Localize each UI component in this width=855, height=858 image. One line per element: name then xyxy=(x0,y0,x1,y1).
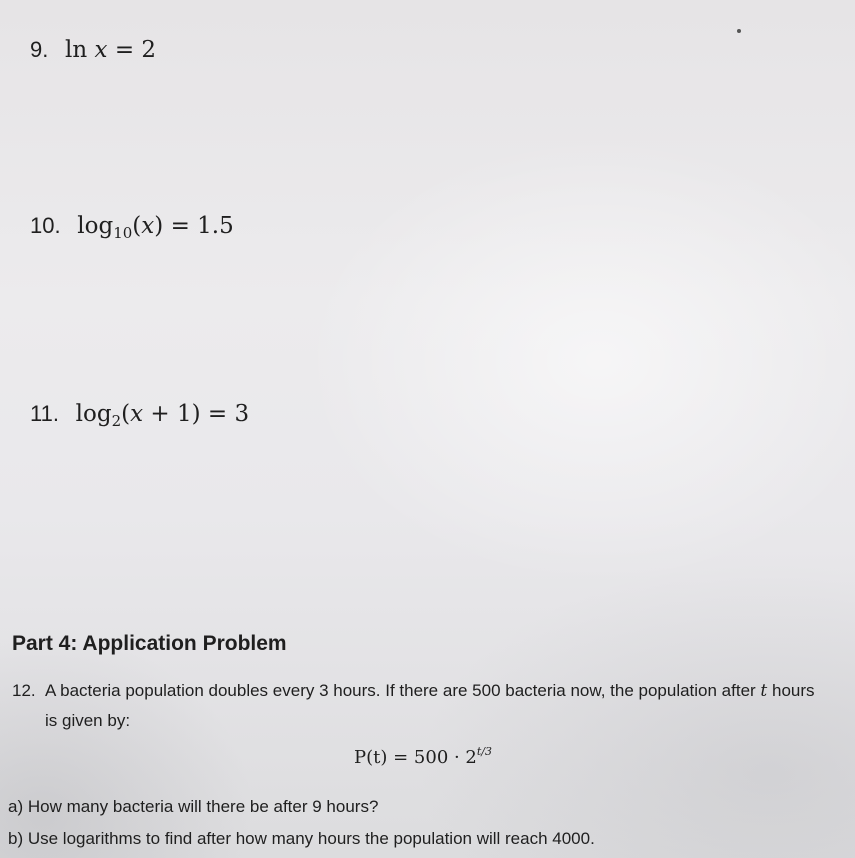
problem-number: 9. xyxy=(30,37,49,62)
population-formula: $P(t) = 500 \cdot 2^{t/3}$ xyxy=(354,745,493,768)
pen-dot-mark xyxy=(737,29,741,33)
sub-question-b: b) Use logarithms to find after how many hours the population will reach 4000. xyxy=(8,829,595,848)
problem-11 xyxy=(30,400,249,428)
problem-9 xyxy=(30,36,156,64)
problem-number: 10. xyxy=(30,213,61,238)
part-4-heading: Part 4: Application Problem xyxy=(12,632,287,655)
problem-12 xyxy=(12,676,842,736)
problem-number: 12. xyxy=(12,681,36,700)
problem-number: 11. xyxy=(30,401,59,426)
problem-10 xyxy=(30,212,234,240)
problem-equation: $\log_2(x + 1) = 3$ xyxy=(75,401,250,430)
problem-equation: ln x = 2 xyxy=(65,37,157,63)
problem-equation: $\log_{10}(x) = 1.5$ xyxy=(77,213,234,242)
problem-12-line-1: 12. A bacteria population doubles every 3 hours. If there are 500 bacteria now, the population after t hours xyxy=(12,676,842,706)
problem-12-line-2: is given by: xyxy=(45,711,131,730)
sub-question-a: a) How many bacteria will there be after 9 hours? xyxy=(8,797,379,816)
